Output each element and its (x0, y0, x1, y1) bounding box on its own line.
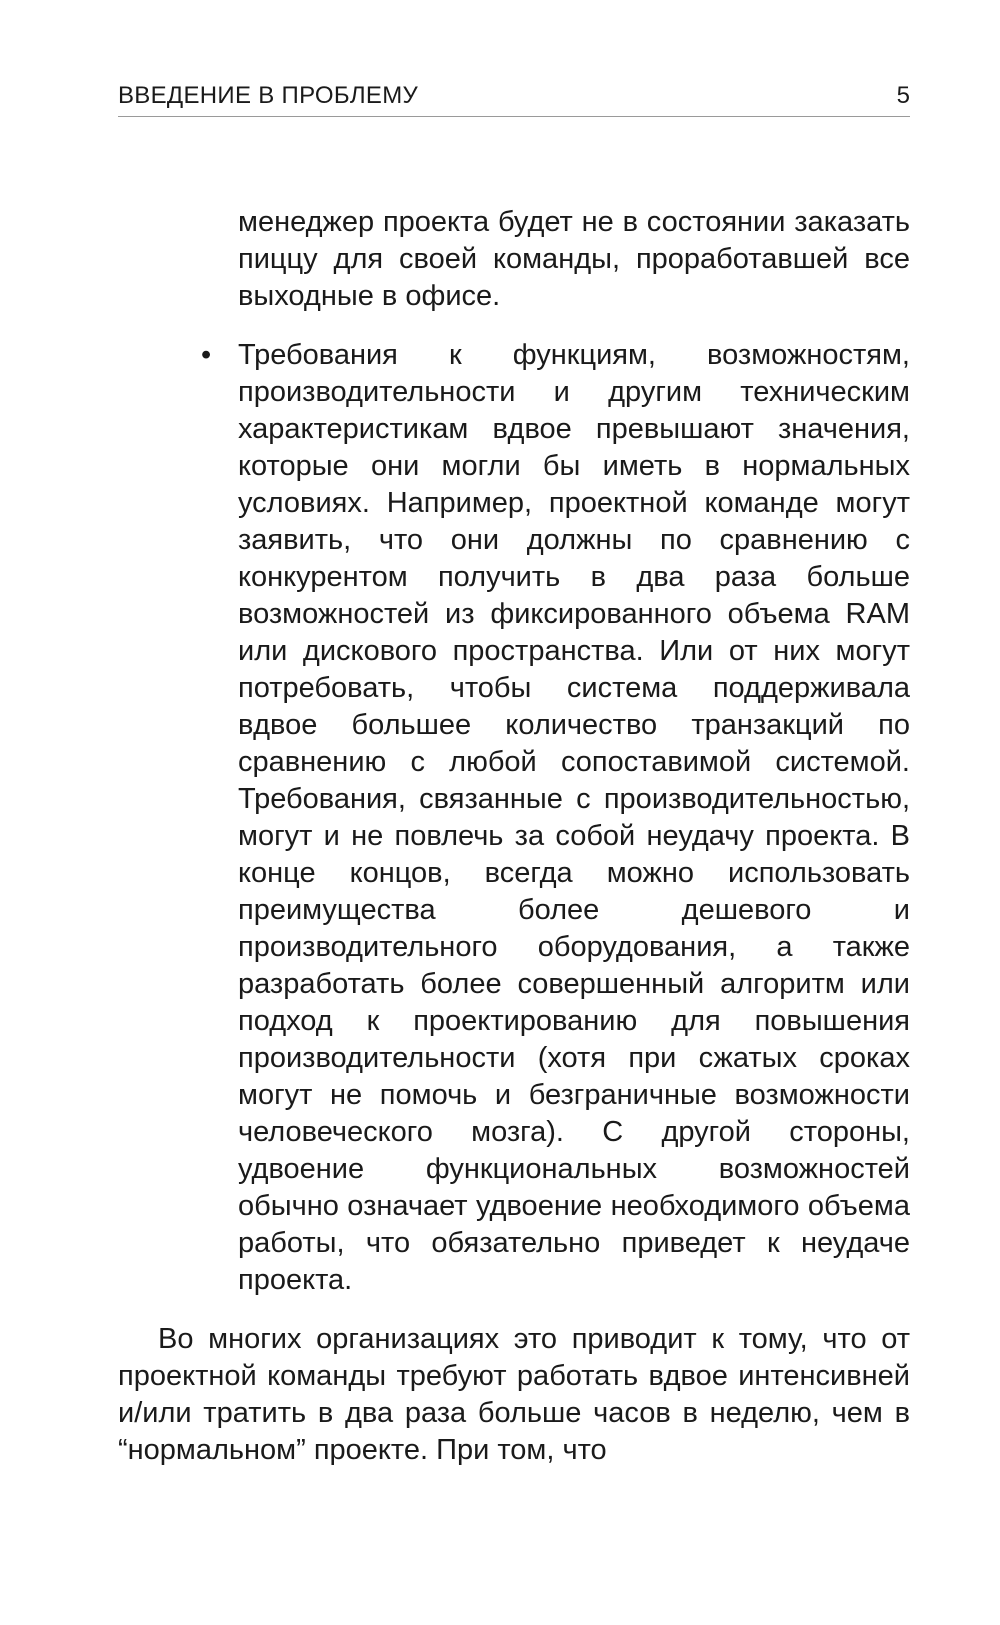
chapter-title: ВВЕДЕНИЕ В ПРОБЛЕМУ (118, 82, 419, 109)
running-header (118, 80, 910, 117)
bullet-text: Требования к функциям, возможностям, производительности и другим техническим характеристикам вдвое превышают значения, которые они могли бы иметь в нормальных условиях. Например, проектной команде могут заявить, что они должны по сравнению с конкурентом получить в два раза больше возможностей из фиксированного объема RAM или дискового пространства. Или от них могут потребовать, чтобы система поддерживала вдвое большее количество транзакций по сравнению с любой сопоставимой системой. Требования, связанные с производительностью, могут и не повлечь за собой неудачу проекта. В конце концов, всегда можно использовать преимущества более дешевого и производительного оборудования, а также разработать более совершенный алгоритм или подход к проектированию для повышения производительности (хотя при сжатых сроках могут не помочь и безграничные возможности человеческого мозга). С другой стороны, удвоение функциональных возможностей обычно означает удвоение необходимого объема работы, что обязательно приведет к неудаче проекта. (238, 339, 910, 1296)
bullet-list (118, 337, 910, 1299)
continued-bullet-text: менеджер проекта будет не в состоянии заказать пиццу для своей команды, проработавшей все выходные в офисе. (238, 206, 910, 312)
page-number: 5 (896, 82, 910, 109)
bullet-item (201, 337, 910, 1299)
bullet-icon: • (201, 339, 212, 371)
body-paragraph: Во многих организациях это приводит к тому, что от проектной команды требуют работать вдвое интенсивней и/или тратить в два раза больше часов в неделю, чем в “нормальном” проекте. При том, что (118, 1323, 910, 1466)
page-body (118, 204, 910, 1469)
